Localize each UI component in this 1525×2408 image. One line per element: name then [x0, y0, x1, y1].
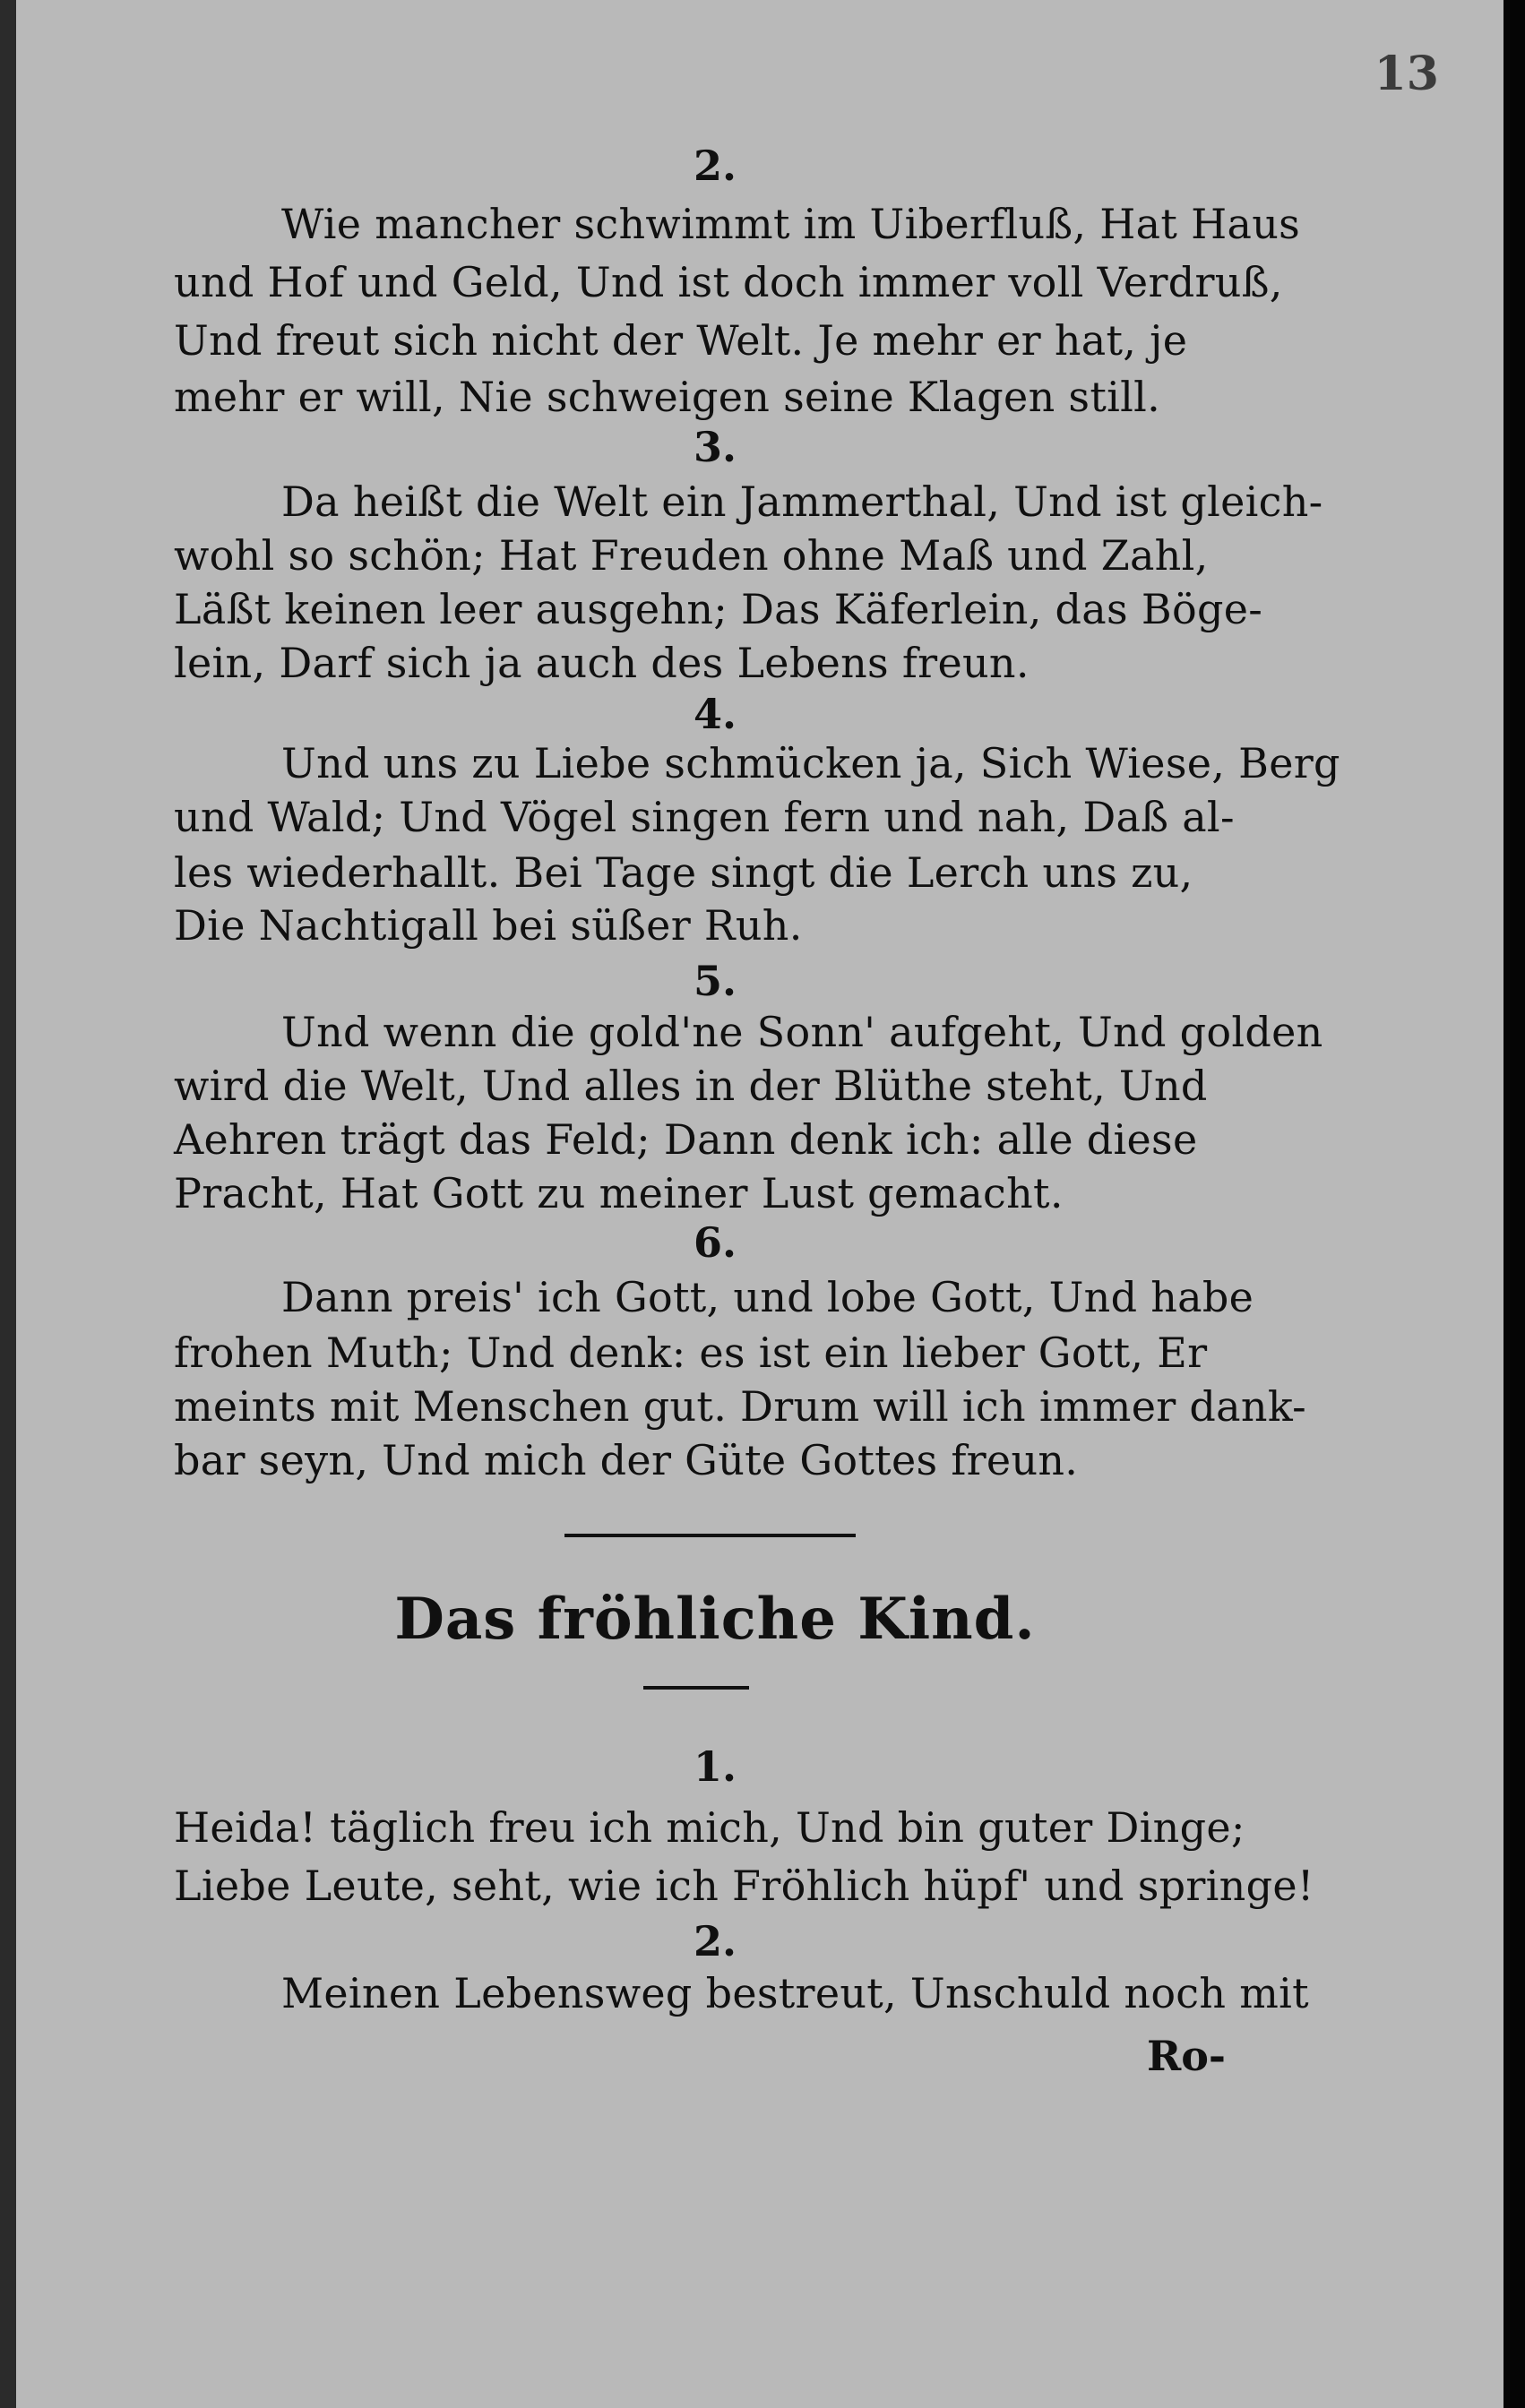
poem-line: Läßt keinen leer ausgehn; Das Käferlein, das Böge-	[174, 585, 1263, 633]
stanza-number: 3.	[693, 423, 737, 471]
poem-line: Und uns zu Liebe schmücken ja, Sich Wiese, Berg	[281, 739, 1340, 787]
poem-line: wird die Welt, Und alles in der Blüthe steht, Und	[174, 1062, 1208, 1110]
book-page	[16, 0, 1503, 2408]
section-title: Das fröhliche Kind.	[394, 1586, 1036, 1653]
poem-line: bar seyn, Und mich der Güte Gottes freun.	[174, 1436, 1079, 1484]
poem-line: Und freut sich nicht der Welt. Je mehr er hat, je	[174, 316, 1188, 365]
poem-line: mehr er will, Nie schweigen seine Klagen still.	[174, 373, 1161, 421]
stanza-number: 5.	[693, 957, 737, 1005]
stanza-number: 4.	[693, 690, 737, 738]
poem-line: wohl so schön; Hat Freuden ohne Maß und Zahl,	[174, 531, 1209, 580]
poem-line: und Hof und Geld, Und ist doch immer voll Verdruß,	[174, 258, 1283, 306]
stanza-number: 2.	[693, 142, 737, 190]
scan-right-edge	[1503, 0, 1525, 2408]
poem-line: lein, Darf sich ja auch des Lebens freun.	[174, 639, 1030, 687]
poem-line: Aehren trägt das Feld; Dann denk ich: alle diese	[174, 1115, 1198, 1164]
poem-line: frohen Muth; Und denk: es ist ein lieber Gott, Er	[174, 1329, 1208, 1377]
page-number: 13	[1374, 47, 1439, 101]
poem-line: Die Nachtigall bei süßer Ruh.	[174, 901, 803, 950]
poem-line: Wie mancher schwimmt im Uiberfluß, Hat Haus	[281, 200, 1301, 248]
poem-line: Liebe Leute, seht, wie ich Fröhlich hüpf' und springe!	[174, 1862, 1314, 1910]
scan-left-edge	[0, 0, 18, 2408]
stanza-number: 1.	[693, 1742, 737, 1791]
poem-line: meints mit Menschen gut. Drum will ich immer dank-	[174, 1382, 1307, 1431]
section-divider-top	[564, 1534, 856, 1537]
poem-line: les wiederhallt. Bei Tage singt die Lerch uns zu,	[174, 848, 1193, 897]
catchword: Ro-	[1147, 2032, 1227, 2080]
poem-line: Dann preis' ich Gott, und lobe Gott, Und habe	[281, 1273, 1254, 1321]
poem-line: Da heißt die Welt ein Jammerthal, Und ist gleich-	[281, 477, 1323, 526]
poem-line: Pracht, Hat Gott zu meiner Lust gemacht.	[174, 1169, 1064, 1217]
stanza-number: 6.	[693, 1218, 737, 1267]
poem-line: und Wald; Und Vögel singen fern und nah, Daß al-	[174, 793, 1235, 841]
stanza-number: 2.	[693, 1917, 737, 1965]
poem-line: Meinen Lebensweg bestreut, Unschuld noch mit	[281, 1969, 1309, 2017]
poem-line: Heida! täglich freu ich mich, Und bin guter Dinge;	[174, 1803, 1245, 1852]
poem-line: Und wenn die gold'ne Sonn' aufgeht, Und golden	[281, 1008, 1323, 1056]
section-divider-bottom	[643, 1686, 749, 1690]
